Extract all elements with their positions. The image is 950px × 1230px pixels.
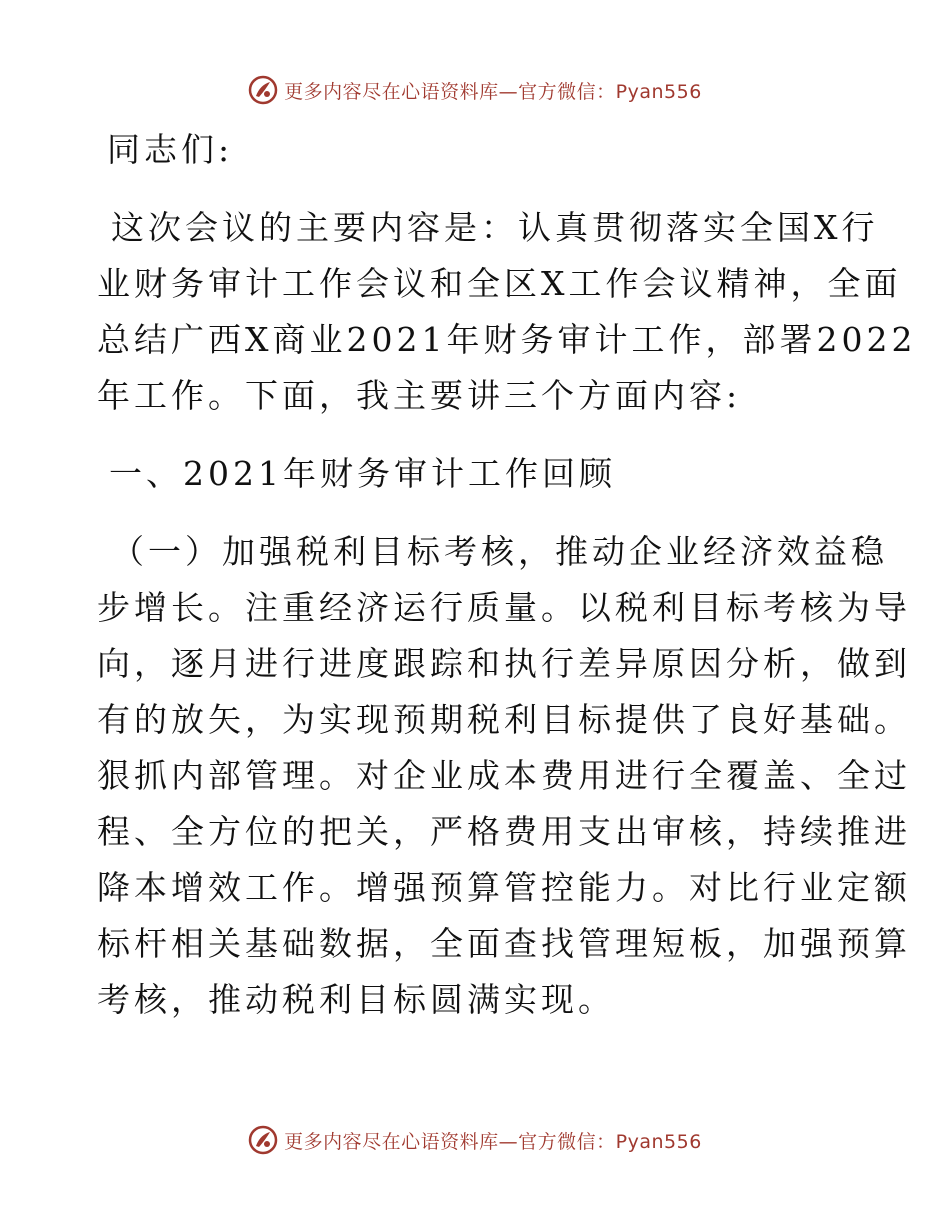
paragraph-line: 狠抓内部管理。对企业成本费用进行全覆盖、全过 — [97, 756, 911, 795]
logo-icon — [248, 75, 278, 105]
paragraph-line: 降本增效工作。增强预算管控能力。对比行业定额 — [97, 868, 911, 907]
salutation: 同志们: — [107, 130, 234, 169]
paragraph-line: （一）加强税利目标考核，推动企业经济效益稳 — [111, 532, 888, 571]
document-body — [97, 122, 917, 1028]
header-banner — [0, 70, 950, 110]
paragraph-line: 标杆相关基础数据，全面查找管理短板，加强预算 — [97, 924, 911, 963]
paragraph-line: 业财务审计工作会议和全区X工作会议精神，全面 — [97, 264, 902, 303]
footer-text: 更多内容尽在心语资料库—官方微信：Pyan556 — [284, 1130, 702, 1153]
logo-icon — [248, 1125, 278, 1155]
header-text: 更多内容尽在心语资料库—官方微信：Pyan556 — [284, 80, 702, 103]
paragraph-line: 向，逐月进行进度跟踪和执行差异原因分析，做到 — [97, 644, 911, 683]
section-heading: 一、2021年财务审计工作回顾 — [109, 454, 616, 493]
paragraph-line: 考核，推动税利目标圆满实现。 — [97, 980, 615, 1019]
footer-banner — [0, 1120, 950, 1160]
paragraph-line: 总结广西X商业2021年财务审计工作，部署2022 — [97, 320, 917, 359]
paragraph-line: 这次会议的主要内容是：认真贯彻落实全国X行 — [111, 208, 879, 247]
paragraph-line: 年工作。下面，我主要讲三个方面内容: — [97, 376, 742, 415]
paragraph-line: 步增长。注重经济运行质量。以税利目标考核为导 — [97, 588, 911, 627]
paragraph-line: 程、全方位的把关，严格费用支出审核，持续推进 — [97, 812, 911, 851]
paragraph-line: 有的放矢，为实现预期税利目标提供了良好基础。 — [97, 700, 911, 739]
